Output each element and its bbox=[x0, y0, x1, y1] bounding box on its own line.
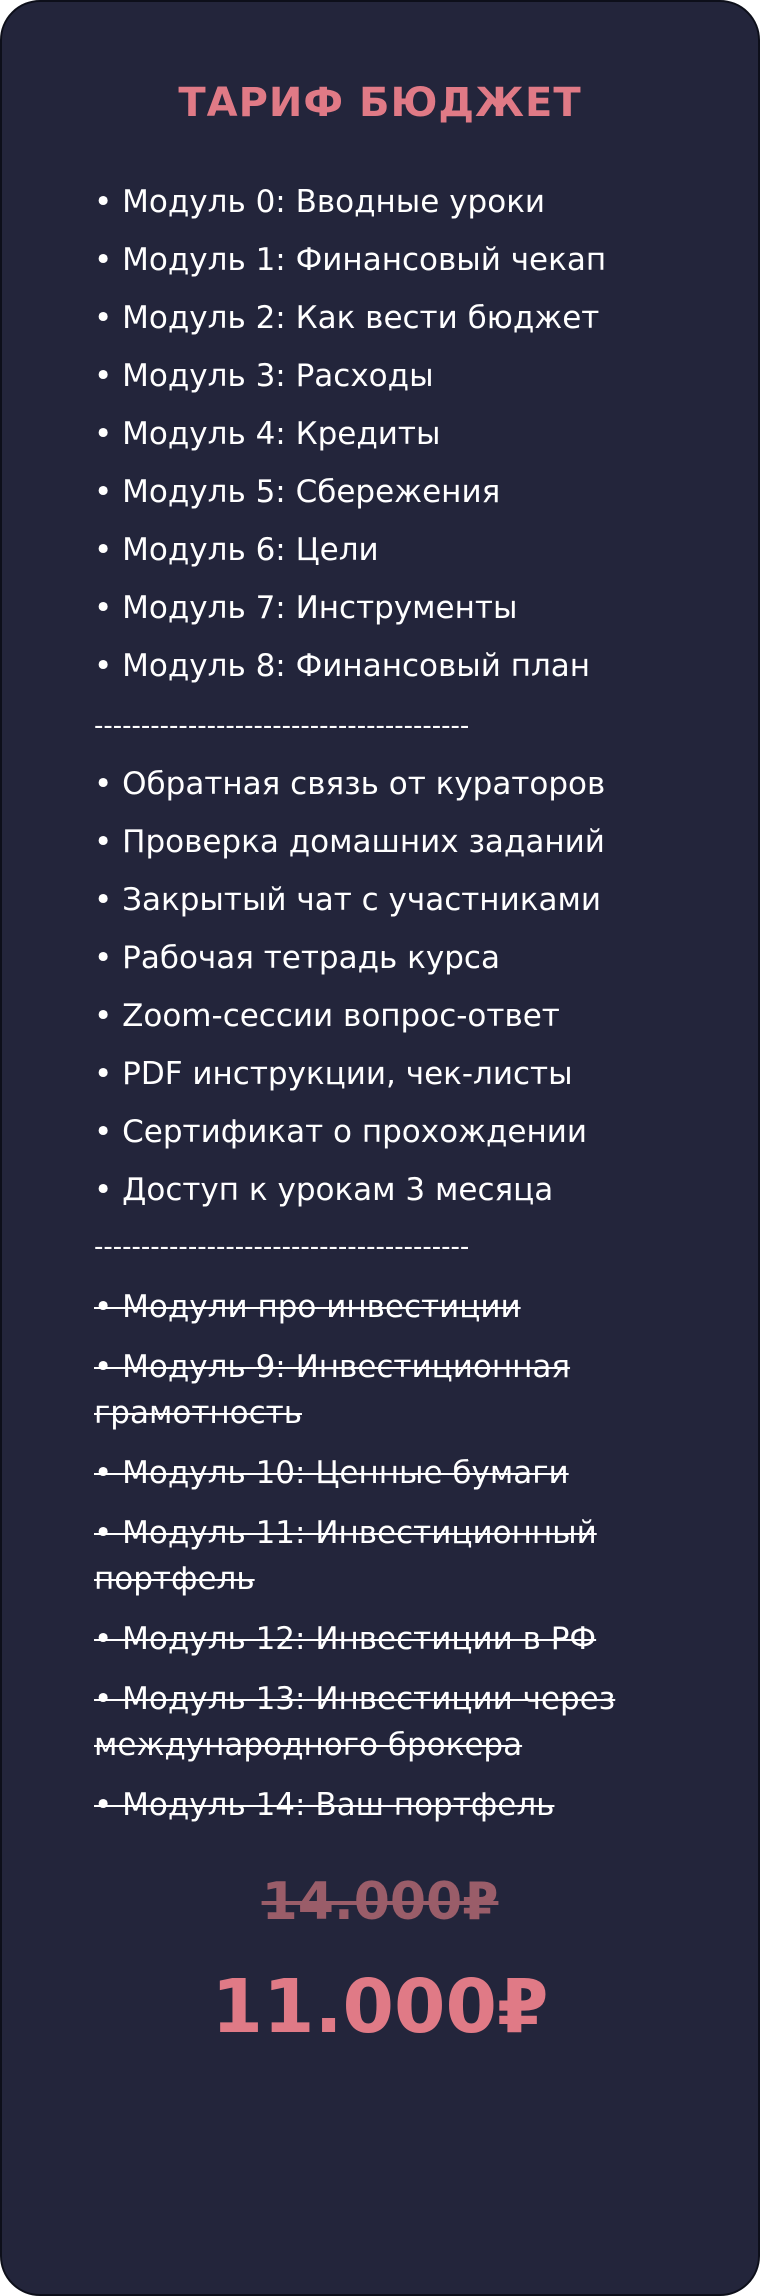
list-item-module-12: • Модуль 12: Инвестиции в РФ bbox=[94, 1621, 597, 1657]
list-item-certificate: • Сертификат о прохождении bbox=[94, 1114, 588, 1150]
section-divider-2: ---------------------------------------- bbox=[94, 1232, 470, 1262]
list-item-module-1: • Модуль 1: Финансовый чекап bbox=[94, 242, 607, 278]
list-item-module-9: • Модуль 9: Инвестиционная грамотность bbox=[94, 1349, 571, 1431]
list-item-zoom: • Zoom-сессии вопрос-ответ bbox=[94, 998, 560, 1034]
list-item-investments: • Модули про инвестиции bbox=[94, 1289, 521, 1325]
list-item-module-8: • Модуль 8: Финансовый план bbox=[94, 648, 591, 684]
list-item-access: • Доступ к урокам 3 месяца bbox=[94, 1172, 554, 1208]
list-item-module-7: • Модуль 7: Инструменты bbox=[94, 590, 518, 626]
old-price: 14.000₽ bbox=[261, 1872, 499, 1932]
list-item-workbook: • Рабочая тетрадь курса bbox=[94, 940, 500, 976]
list-item-homework: • Проверка домашних заданий bbox=[94, 824, 605, 860]
module-list bbox=[94, 179, 694, 701]
extras-list bbox=[94, 761, 694, 1225]
list-item-feedback: • Обратная связь от кураторов bbox=[94, 766, 606, 802]
list-item-module-11: • Модуль 11: Инвестиционный портфель bbox=[94, 1515, 597, 1597]
list-item-pdf: • PDF инструкции, чек-листы bbox=[94, 1056, 573, 1092]
list-item-module-3: • Модуль 3: Расходы bbox=[94, 358, 434, 394]
new-price: 11.000₽ bbox=[211, 1964, 549, 2050]
list-item-module-5: • Модуль 5: Сбережения bbox=[94, 474, 501, 510]
list-item-chat: • Закрытый чат с участниками bbox=[94, 882, 601, 918]
list-item-module-14: • Модуль 14: Ваш портфель bbox=[94, 1787, 555, 1823]
list-item-module-2: • Модуль 2: Как вести бюджет bbox=[94, 300, 600, 336]
excluded-list bbox=[94, 1284, 694, 1842]
list-item-module-0: • Модуль 0: Вводные уроки bbox=[94, 184, 546, 220]
tariff-title: ТАРИФ БЮДЖЕТ bbox=[178, 80, 582, 126]
list-item-module-10: • Модуль 10: Ценные бумаги bbox=[94, 1455, 569, 1491]
list-item-module-6: • Модуль 6: Цели bbox=[94, 532, 379, 568]
list-item-module-4: • Модуль 4: Кредиты bbox=[94, 416, 441, 452]
section-divider-1: ---------------------------------------- bbox=[94, 711, 470, 741]
list-item-module-13: • Модуль 13: Инвестиции через международного брокера bbox=[94, 1681, 616, 1763]
